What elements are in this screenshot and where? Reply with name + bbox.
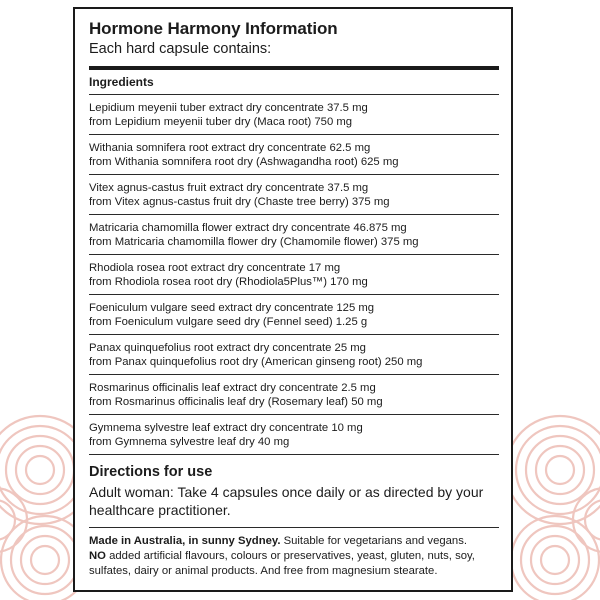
ingredient-item [89, 175, 499, 215]
ingredients-list [89, 95, 499, 455]
ingredient-source: from Panax quinquefolius root dry (American ginseng root) 250 mg [89, 356, 423, 368]
ingredient-extract: Rhodiola rosea root extract dry concentrate 17 mg [89, 262, 341, 274]
info-panel [73, 7, 513, 592]
ingredient-extract: Withania somnifera root extract dry concentrate 62.5 mg [89, 142, 371, 154]
thick-divider [89, 66, 499, 70]
directions-heading: Directions for use [89, 464, 213, 480]
ingredient-source: from Foeniculum vulgare seed dry (Fennel seed) 1.25 g [89, 316, 368, 328]
ingredient-source: from Vitex agnus-castus fruit dry (Chaste tree berry) 375 mg [89, 196, 390, 208]
ingredient-item [89, 295, 499, 335]
ingredients-heading: Ingredients [89, 75, 154, 89]
ingredient-item [89, 255, 499, 295]
divider [89, 527, 499, 528]
ingredient-extract: Gymnema sylvestre leaf extract dry concentrate 10 mg [89, 422, 363, 434]
ingredient-source: from Rosmarinus officinalis leaf dry (Rosemary leaf) 50 mg [89, 396, 383, 408]
panel-subtitle: Each hard capsule contains: [89, 41, 272, 57]
ingredient-extract: Lepidium meyenii tuber extract dry concentrate 37.5 mg [89, 102, 368, 114]
ingredient-item [89, 135, 499, 175]
ingredient-item [89, 375, 499, 415]
ingredient-item [89, 215, 499, 255]
ingredient-item [89, 95, 499, 135]
ingredient-extract: Rosmarinus officinalis leaf extract dry concentrate 2.5 mg [89, 382, 376, 394]
ingredient-source: from Matricaria chamomilla flower dry (Chamomile flower) 375 mg [89, 236, 419, 248]
made-in-label: Made in Australia, in sunny Sydney. [89, 535, 281, 547]
no-additives-text: added artificial flavours, colours or preservatives, yeast, gluten, nuts, soy, sulfates, dairy or animal products. And free from magnesium stearate. [89, 550, 475, 577]
ingredient-item [89, 415, 499, 455]
panel-title: Hormone Harmony Information [89, 19, 338, 38]
ingredient-extract: Panax quinquefolius root extract dry concentrate 25 mg [89, 342, 366, 354]
ingredient-extract: Foeniculum vulgare seed extract dry concentrate 125 mg [89, 302, 375, 314]
ingredient-source: from Rhodiola rosea root dry (Rhodiola5Plus™) 170 mg [89, 276, 368, 288]
made-in-text: Suitable for vegetarians and vegans. [280, 535, 467, 547]
ingredient-source: from Gymnema sylvestre leaf dry 40 mg [89, 436, 290, 448]
manufacturing-statement [89, 534, 499, 579]
no-additives-label: NO [89, 550, 106, 562]
ingredient-extract: Vitex agnus-castus fruit extract dry concentrate 37.5 mg [89, 182, 369, 194]
ingredient-item [89, 335, 499, 375]
ingredient-extract: Matricaria chamomilla flower extract dry concentrate 46.875 mg [89, 222, 407, 234]
ingredient-source: from Lepidium meyenii tuber dry (Maca root) 750 mg [89, 116, 353, 128]
directions-text: Adult woman: Take 4 capsules once daily or as directed by your healthcare practitioner. [89, 484, 484, 518]
ingredient-source: from Withania somnifera root dry (Ashwagandha root) 625 mg [89, 156, 399, 168]
